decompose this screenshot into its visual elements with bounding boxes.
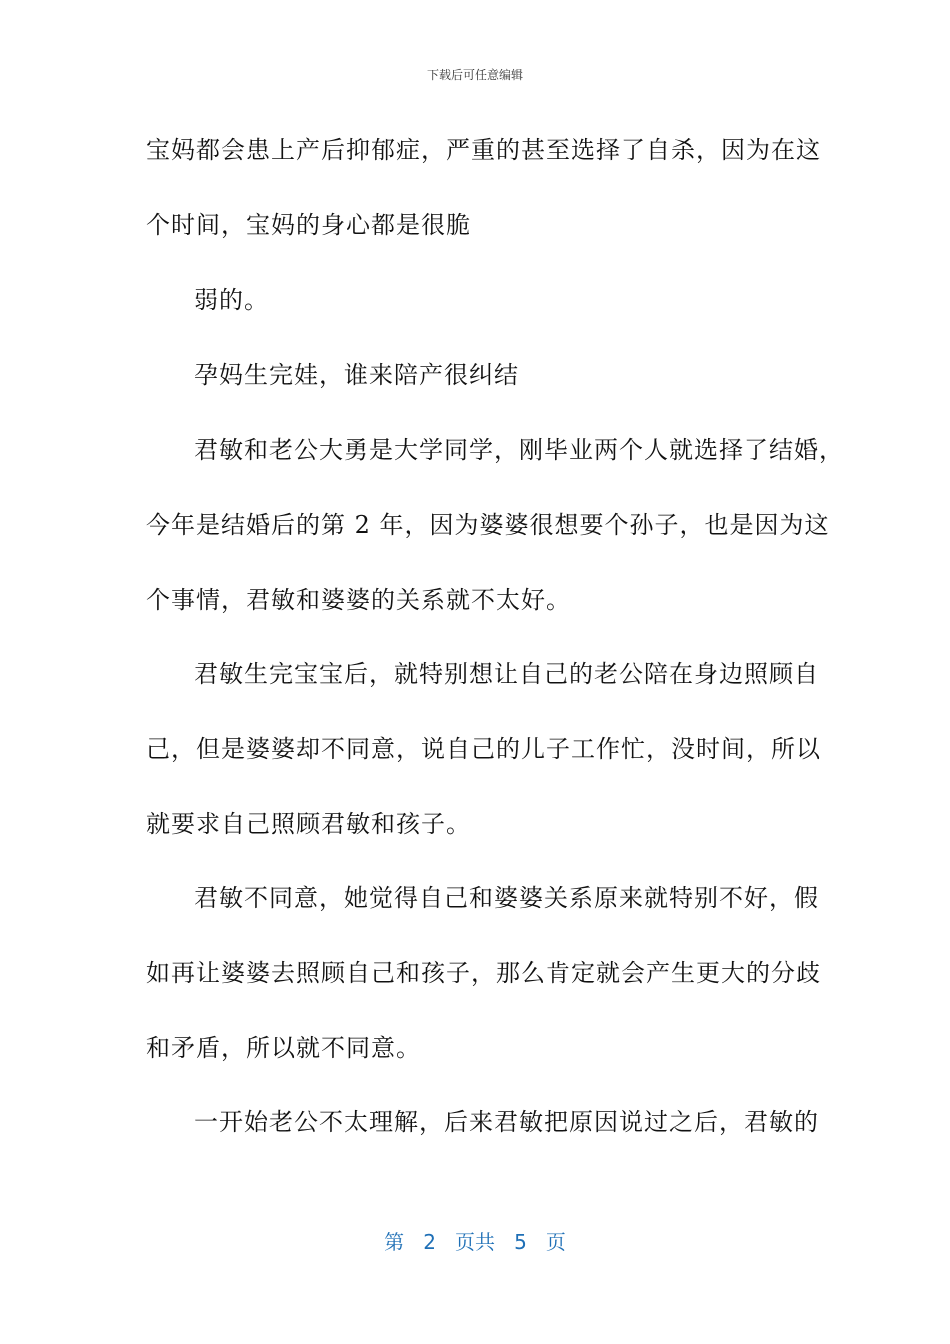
text-line: 一开始老公不太理解，后来君敏把原因说过之后，君敏的 [194, 1108, 819, 1136]
text-line: 君敏和老公大勇是大学同学，刚毕业两个人就选择了结婚， [194, 436, 844, 464]
text-line: 和矛盾，所以就不同意。 [146, 1034, 421, 1062]
footer-prefix: 第 [384, 1230, 405, 1254]
page-header: 下载后可任意编辑 [426, 68, 523, 82]
text-line: 己，但是婆婆却不同意，说自己的儿子工作忙，没时间，所以 [146, 735, 821, 763]
text-line: 君敏生完宝宝后，就特别想让自己的老公陪在身边照顾自 [194, 660, 819, 688]
text-line: 如再让婆婆去照顾自己和孩子，那么肯定就会产生更大的分歧 [146, 959, 821, 987]
current-page-number: 2 [423, 1230, 436, 1254]
text-line: 就要求自己照顾君敏和孩子。 [146, 810, 471, 838]
text-line: 君敏不同意，她觉得自己和婆婆关系原来就特别不好，假 [194, 884, 819, 912]
footer-suffix: 页 [545, 1230, 566, 1254]
text-line: 个时间，宝妈的身心都是很脆 [146, 211, 471, 239]
total-pages: 5 [514, 1230, 527, 1254]
text-line: 弱的。 [194, 286, 269, 314]
footer-middle: 页共 [455, 1230, 495, 1254]
text-line: 宝妈都会患上产后抑郁症，严重的甚至选择了自杀，因为在这 [146, 136, 821, 164]
section-heading: 孕妈生完娃，谁来陪产很纠结 [194, 361, 519, 389]
text-line: 今年是结婚后的第 2 年，因为婆婆很想要个孙子，也是因为这 [146, 511, 830, 539]
page-footer [0, 1226, 950, 1255]
text-line: 个事情，君敏和婆婆的关系就不太好。 [146, 586, 571, 614]
